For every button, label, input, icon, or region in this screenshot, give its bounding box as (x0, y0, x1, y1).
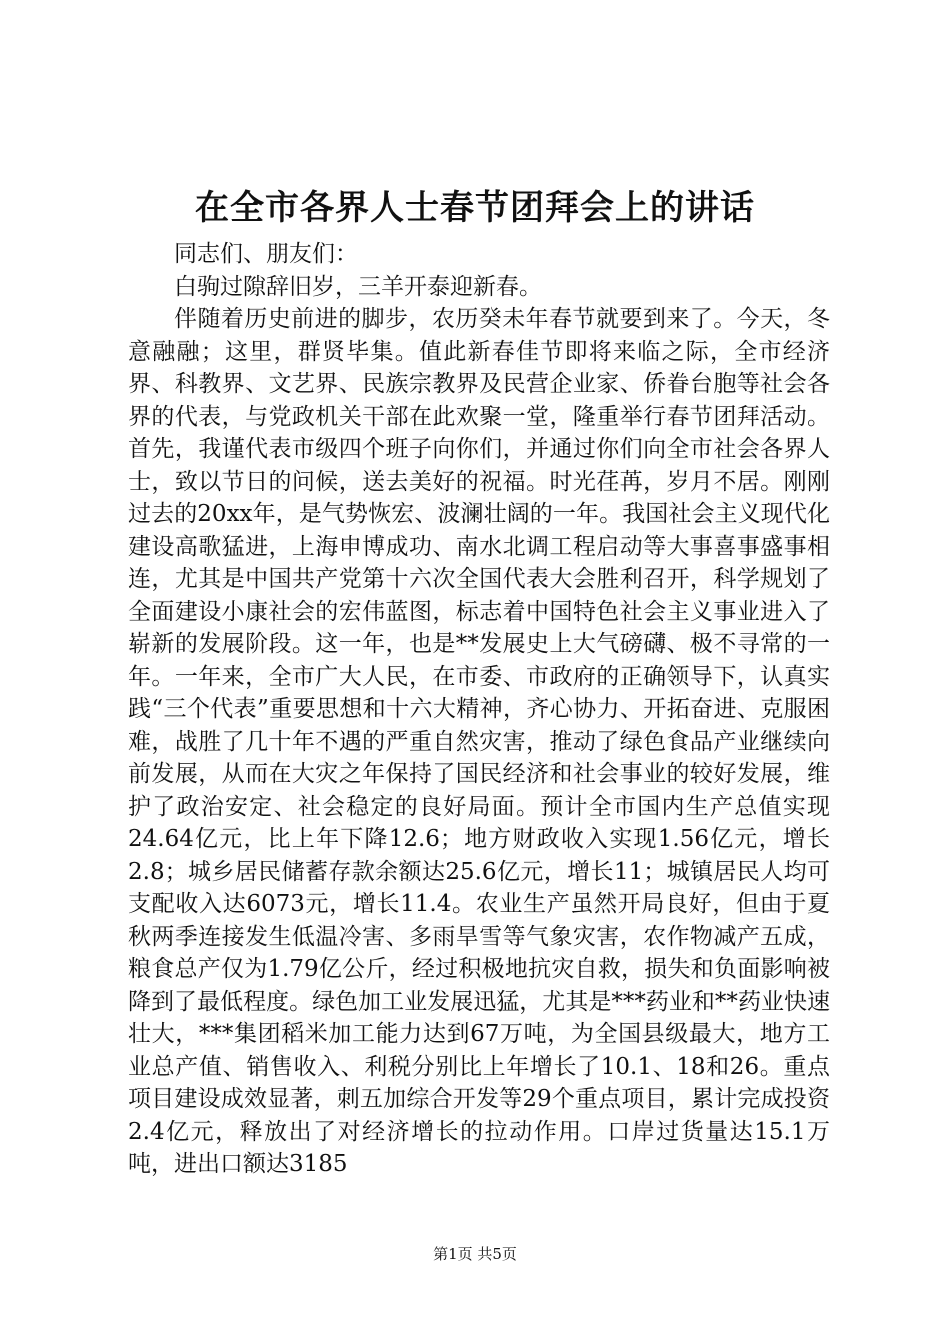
body-paragraph: 伴随着历史前进的脚步，农历癸未年春节就要到来了。今天，冬意融融；这里，群贤毕集。值此新春佳节即将来临之际，全市经济界、科教界、文艺界、民族宗教界及民营企业家、侨眷台胞等社会各界的代表，与党政机关干部在此欢聚一堂，隆重举行春节团拜活动。首先，我谨代表市级四个班子向你们，并通过你们向全市社会各界人士，致以节日的问候，送去美好的祝福。时光荏苒，岁月不居。刚刚过去的20xx年，是气势恢宏、波澜壮阔的一年。我国社会主义现代化建设高歌猛进，上海申博成功、南水北调工程启动等大事喜事盛事相连，尤其是中国共产党第十六次全国代表大会胜利召开，科学规划了全面建设小康社会的宏伟蓝图，标志着中国特色社会主义事业进入了崭新的发展阶段。这一年，也是**发展史上大气磅礴、极不寻常的一年。一年来，全市广大人民，在市委、市政府的正确领导下，认真实践“三个代表”重要思想和十六大精神，齐心协力、开拓奋进、克服困难，战胜了几十年不遇的严重自然灾害，推动了绿色食品产业继续向前发展，从而在大灾之年保持了国民经济和社会事业的较好发展，维护了政治安定、社会稳定的良好局面。预计全市国内生产总值实现24.64亿元，比上年下降12.6；地方财政收入实现1.56亿元，增长2.8；城乡居民储蓄存款余额达25.6亿元，增长11；城镇居民人均可支配收入达6073元，增长11.4。农业生产虽然开局良好，但由于夏秋两季连接发生低温冷害、多雨旱雪等气象灾害，农作物减产五成，粮食总产仅为1.79亿公斤，经过积极地抗灾自救，损失和负面影响被降到了最低程度。绿色加工业发展迅猛，尤其是***药业和**药业快速壮大，***集团稻米加工能力达到67万吨，为全国县级最大，地方工业总产值、销售收入、利税分别比上年增长了10.1、18和26。重点项目建设成效显著，刺五加综合开发等29个重点项目，累计完成投资2.4亿元，释放出了对经济增长的拉动作用。口岸过货量达15.1万吨，进出口额达3185 (128, 306, 830, 1177)
couplet-paragraph: 白驹过隙辞旧岁，三羊开泰迎新春。 (174, 273, 542, 300)
document-title: 在全市各界人士春节团拜会上的讲话 (195, 188, 755, 228)
salutation-paragraph: 同志们、朋友们： (174, 241, 358, 267)
page-number-footer: 第1页 共5页 (433, 1245, 517, 1263)
document-body (128, 238, 830, 1181)
